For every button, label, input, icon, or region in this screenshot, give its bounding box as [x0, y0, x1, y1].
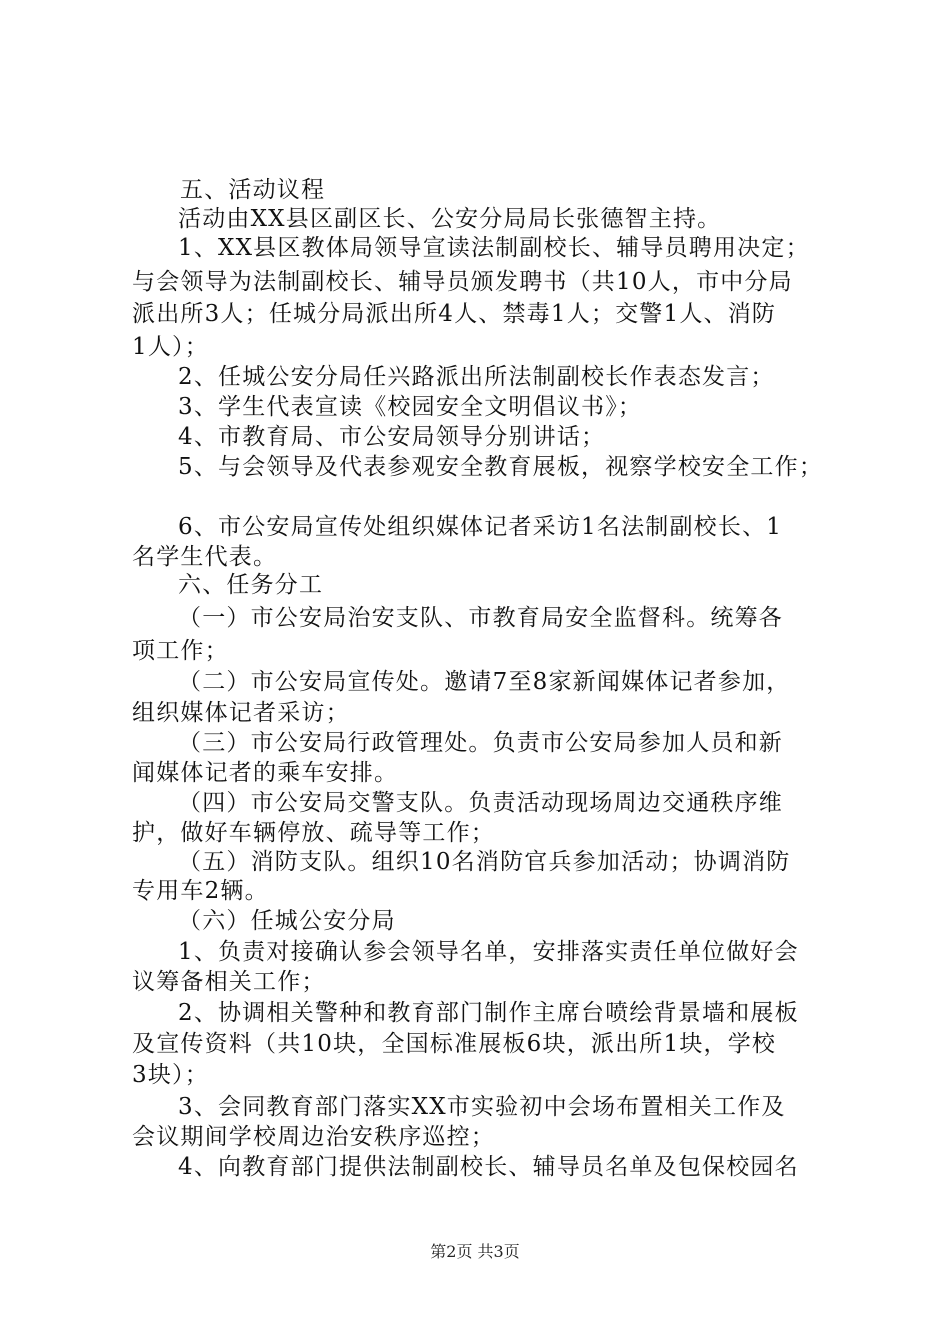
text-line: 4、市教育局、市公安局领导分别讲话；	[178, 424, 606, 450]
page-number-footer: 第2页 共3页	[430, 1242, 520, 1261]
text-line: 专用车2辆。	[132, 878, 269, 904]
text-line: 1、负责对接确认参会领导名单，安排落实责任单位做好会	[178, 939, 799, 965]
text-line: 2、协调相关警种和教育部门制作主席台喷绘背景墙和展板	[178, 1000, 799, 1026]
text-line: 名学生代表。	[132, 544, 278, 570]
text-line: （二）市公安局宣传处。邀请7至8家新闻媒体记者参加，	[178, 669, 791, 695]
text-line: （一）市公安局治安支队、市教育局安全监督科。统筹各	[178, 605, 783, 631]
text-line: 4、向教育部门提供法制副校长、辅导员名单及包保校园名	[178, 1154, 799, 1180]
text-line: 6、市公安局宣传处组织媒体记者采访1名法制副校长、1	[178, 514, 783, 540]
text-line: 项工作；	[132, 638, 229, 664]
text-line: 2、任城公安分局任兴路派出所法制副校长作表态发言；	[178, 364, 775, 390]
text-line: 闻媒体记者的乘车安排。	[132, 760, 399, 786]
text-line: 与会领导为法制副校长、辅导员颁发聘书（共10人，市中分局	[132, 269, 793, 295]
text-line: 3、学生代表宣读《校园安全文明倡议书》；	[178, 394, 643, 420]
text-line: （五）消防支队。组织10名消防官兵参加活动；协调消防	[178, 849, 791, 875]
text-line: 会议期间学校周边治安秩序巡控；	[132, 1124, 495, 1150]
text-line: 组织媒体记者采访；	[132, 700, 350, 726]
text-line: （三）市公安局行政管理处。负责市公安局参加人员和新	[178, 730, 783, 756]
text-line: 1、XX县区教体局领导宣读法制副校长、辅导员聘用决定；	[178, 235, 810, 261]
text-line: （四）市公安局交警支队。负责活动现场周边交通秩序维	[178, 790, 783, 816]
text-line: 派出所3人；任城分局派出所4人、禁毒1人；交警1人、消防	[132, 301, 777, 327]
text-line: 护，做好车辆停放、疏导等工作；	[132, 820, 495, 846]
text-line: 五、活动议程	[180, 177, 326, 203]
text-line: 六、任务分工	[178, 572, 324, 598]
text-line: 议筹备相关工作；	[132, 969, 326, 995]
text-line: 及宣传资料（共10块，全国标准展板6块，派出所1块，学校	[132, 1031, 777, 1057]
text-line: 5、与会领导及代表参观安全教育展板，视察学校安全工作；	[178, 454, 824, 480]
text-line: 3块）；	[132, 1062, 209, 1088]
text-line: 3、会同教育部门落实XX市实验初中会场布置相关工作及	[178, 1094, 786, 1120]
text-line: 1人）；	[132, 334, 209, 360]
text-line: （六）任城公安分局	[178, 908, 396, 934]
text-line: 活动由XX县区副区长、公安分局局长张德智主持。	[178, 206, 722, 232]
